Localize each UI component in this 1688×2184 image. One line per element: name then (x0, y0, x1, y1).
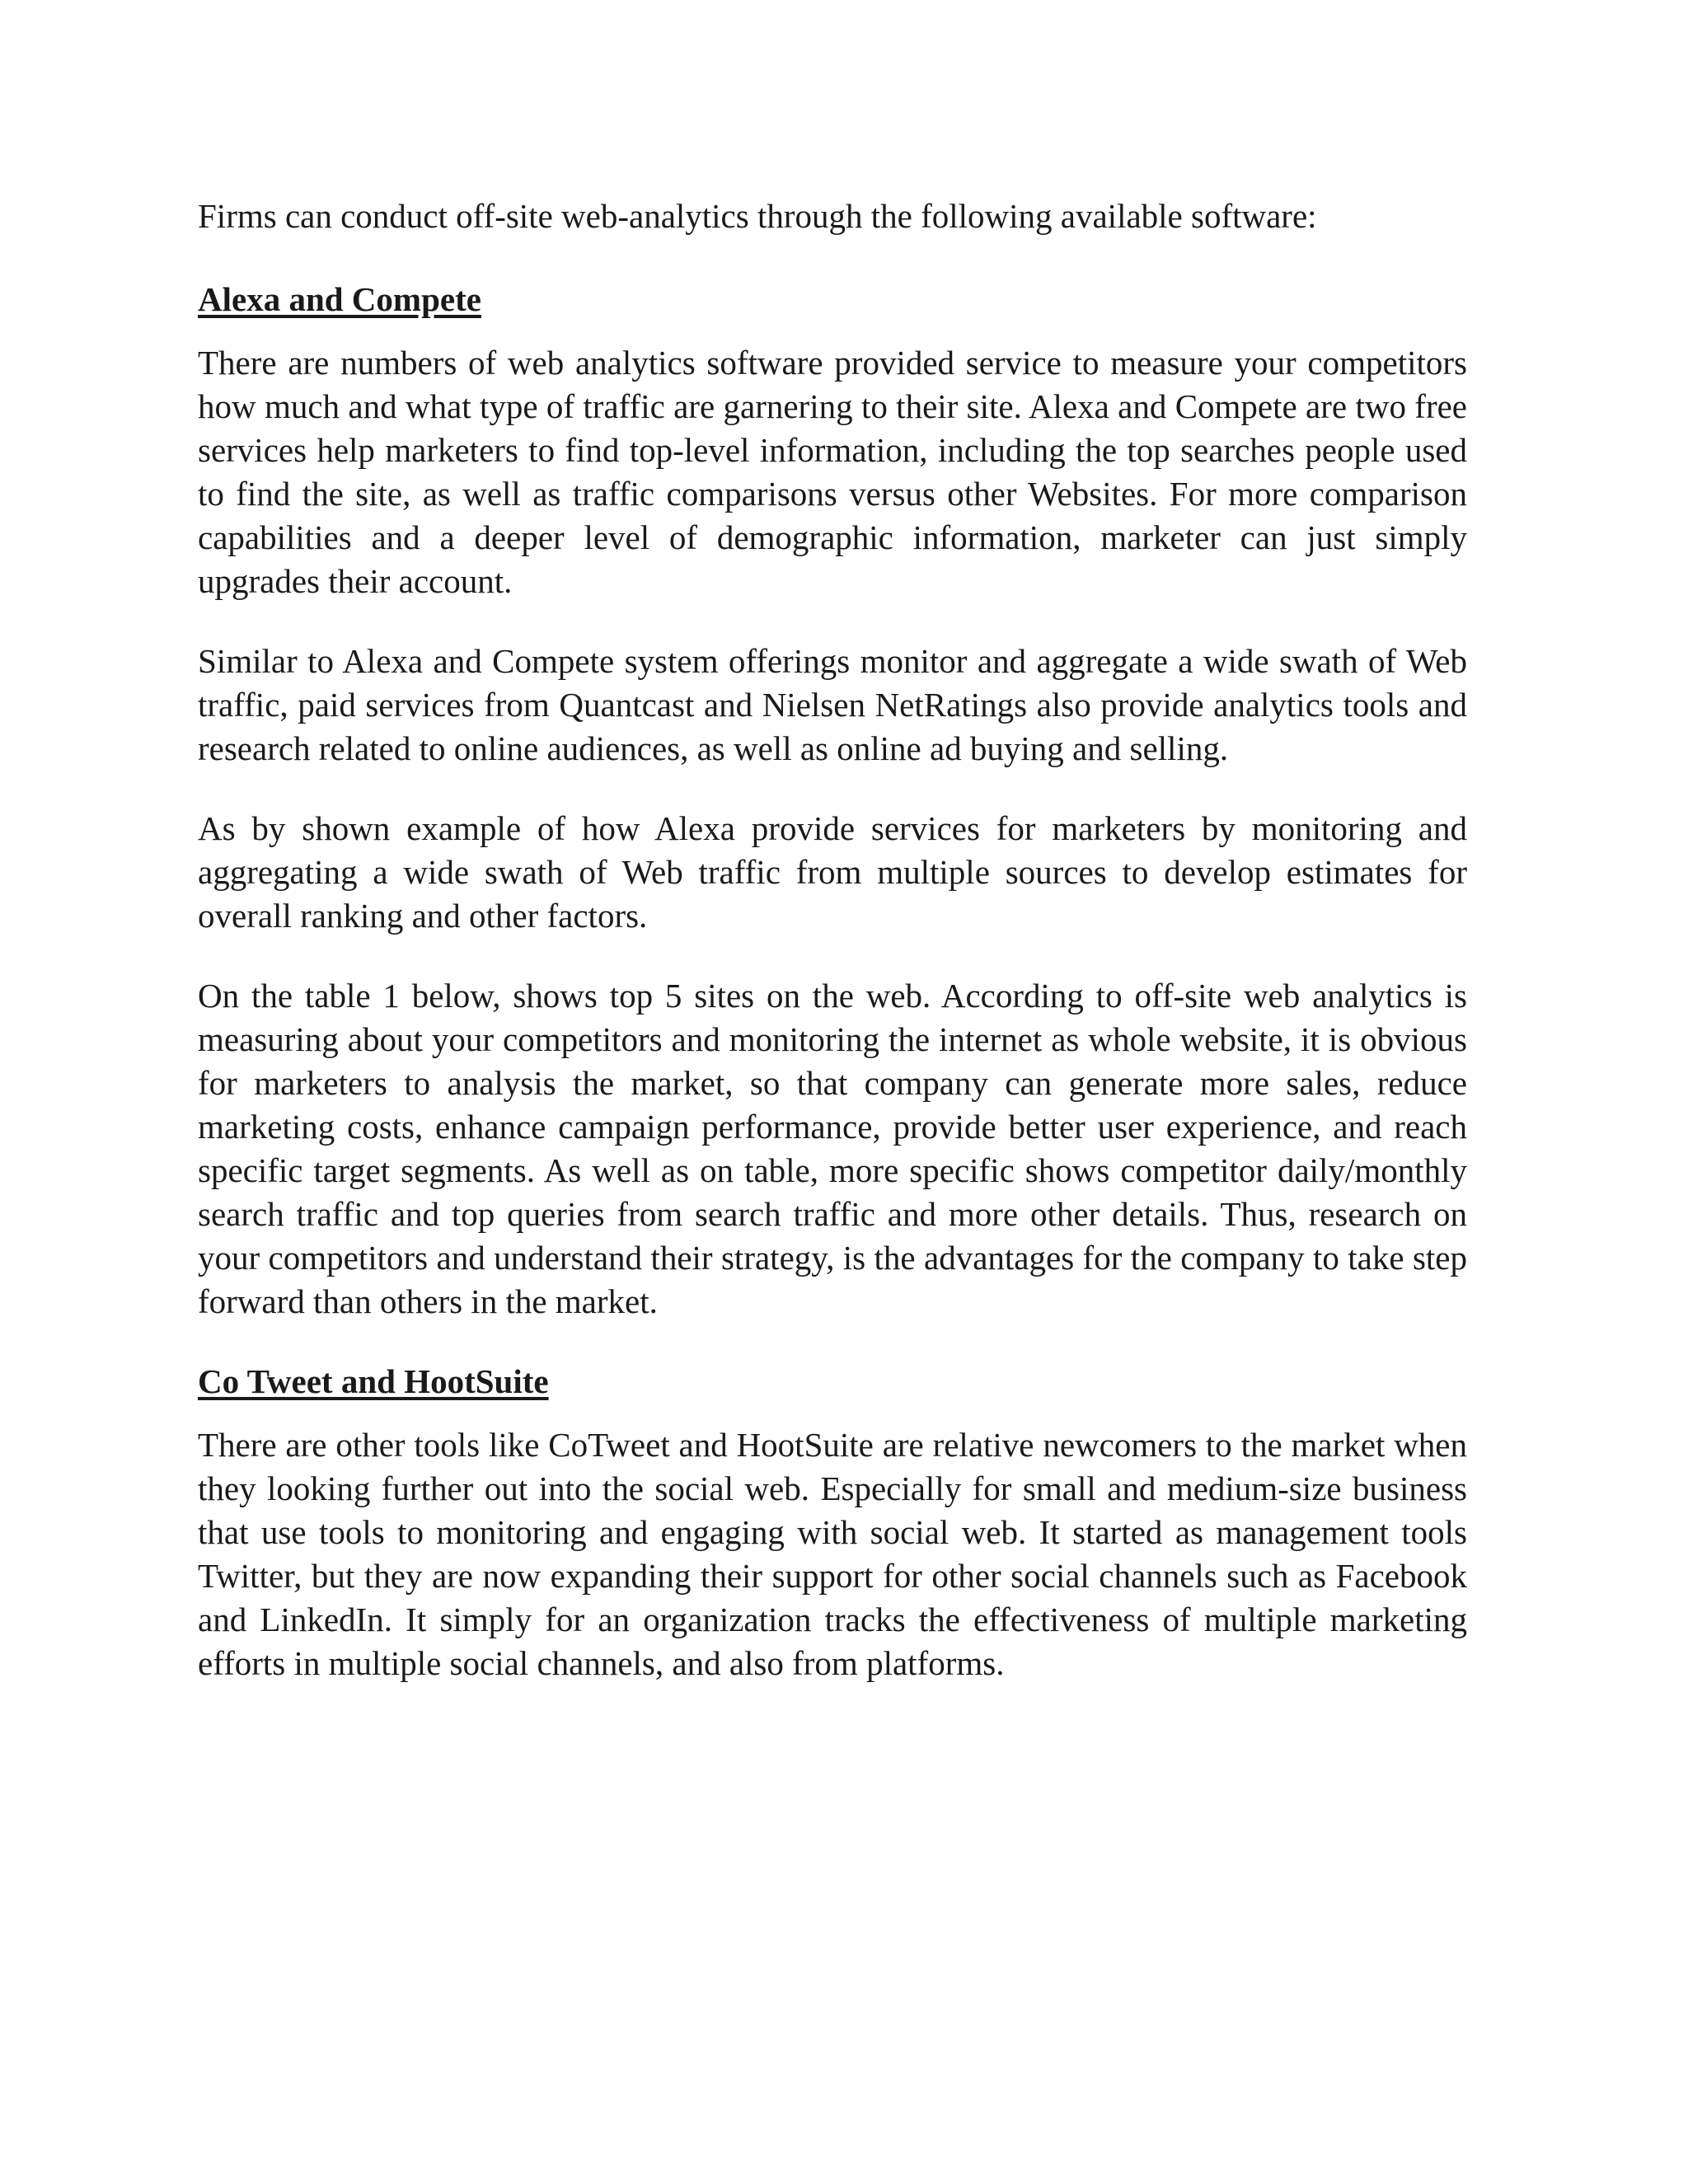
section-alexa-compete (198, 278, 1467, 1324)
body-paragraph: On the table 1 below, shows top 5 sites on the web. According to off-site web analytics is measuring about your competitors and monitoring the internet as whole website, it is obvious for marketers to analysis the market, so that company can generate more sales, reduce marketing costs, enhance campaign performance, provide better user experience, and reach specific target segments. As well as on table, more specific shows competitor daily/monthly search traffic and top queries from search traffic and more other details. Thus, research on your competitors and understand their strategy, is the advantages for the company to take step forward than others in the market. (198, 977, 1467, 1320)
document-body (198, 194, 1467, 1722)
section-cotweet-hootsuite (198, 1360, 1467, 1685)
section-heading: Alexa and Compete (198, 280, 481, 318)
body-paragraph: Similar to Alexa and Compete system offerings monitor and aggregate a wide swath of Web traffic, paid services from Quantcast and Nielsen NetRatings also provide analytics tools and research related to online audiences, as well as online ad buying and selling. (198, 642, 1467, 767)
body-paragraph: There are numbers of web analytics software provided service to measure your competitors how much and what type of traffic are garnering to their site. Alexa and Compete are two free services help marketers to find top-level information, including the top searches people used to find the site, as well as traffic comparisons versus other Websites. For more comparison capabilities and a deeper level of demographic information, marketer can just simply upgrades their account. (198, 344, 1467, 600)
section-heading: Co Tweet and HootSuite (198, 1362, 549, 1400)
intro-paragraph: Firms can conduct off-site web-analytics through the following available software: (198, 197, 1317, 235)
body-paragraph: As by shown example of how Alexa provide services for marketers by monitoring and aggregating a wide swath of Web traffic from multiple sources to develop estimates for overall ranking and other factors. (198, 809, 1467, 935)
body-paragraph: There are other tools like CoTweet and HootSuite are relative newcomers to the market when they looking further out into the social web. Especially for small and medium-size business that use tools to monitoring and engaging with social web. It started as management tools Twitter, but they are now expanding their support for other social channels such as Facebook and LinkedIn. It simply for an organization tracks the effectiveness of multiple marketing efforts in multiple social channels, and also from platforms. (198, 1426, 1467, 1682)
